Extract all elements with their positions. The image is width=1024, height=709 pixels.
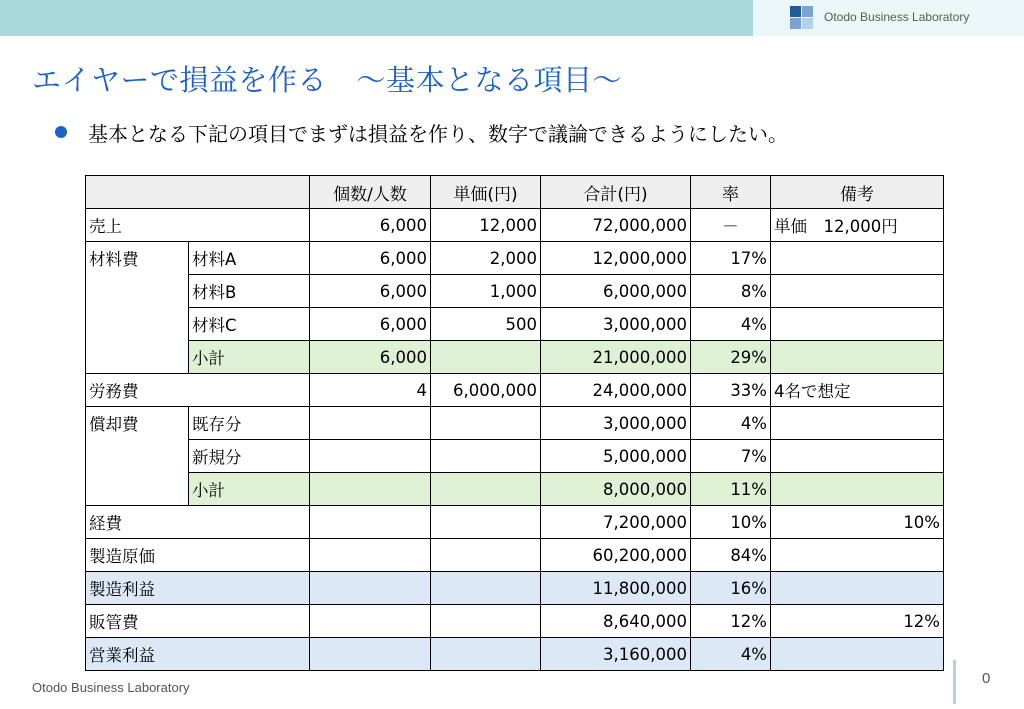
cell-qty	[310, 440, 431, 473]
cell-note	[771, 638, 944, 671]
cell-total: 60,200,000	[541, 539, 691, 572]
table-row	[86, 308, 944, 341]
cell-price	[431, 407, 541, 440]
cell-price: 500	[431, 308, 541, 341]
table-row	[86, 440, 944, 473]
cell-rate: 7%	[691, 440, 771, 473]
cell-qty: 6,000	[310, 209, 431, 242]
table-row	[86, 539, 944, 572]
cell-note	[771, 440, 944, 473]
cell-price	[431, 341, 541, 374]
table-row	[86, 605, 944, 638]
cell-note	[771, 275, 944, 308]
logo-icon	[790, 6, 814, 30]
page-number: 0	[982, 670, 991, 687]
cell-qty	[310, 605, 431, 638]
cell-rate: 16%	[691, 572, 771, 605]
row-subcategory: 新規分	[189, 440, 310, 473]
row-subcategory: 小計	[189, 473, 310, 506]
column-header: 率	[691, 176, 771, 209]
cell-price	[431, 473, 541, 506]
row-subcategory: 材料C	[189, 308, 310, 341]
cell-total: 7,200,000	[541, 506, 691, 539]
cell-total: 3,000,000	[541, 407, 691, 440]
cell-total: 21,000,000	[541, 341, 691, 374]
footer-brand: Otodo Business Laboratory	[32, 680, 190, 695]
cell-note: 12%	[771, 605, 944, 638]
cell-note	[771, 572, 944, 605]
cell-rate: 11%	[691, 473, 771, 506]
table-row	[86, 407, 944, 440]
cell-rate: 8%	[691, 275, 771, 308]
cell-price: 2,000	[431, 242, 541, 275]
cell-note	[771, 473, 944, 506]
cell-qty	[310, 407, 431, 440]
cell-note	[771, 407, 944, 440]
table-row	[86, 242, 944, 275]
row-category: 製造原価	[86, 539, 310, 572]
cell-price	[431, 539, 541, 572]
cell-rate: 84%	[691, 539, 771, 572]
column-header: 合計(円)	[541, 176, 691, 209]
column-header: 備考	[771, 176, 944, 209]
row-category: 償却費	[86, 407, 189, 506]
column-header: 単価(円)	[431, 176, 541, 209]
cell-qty	[310, 473, 431, 506]
header-brand: Otodo Business Laboratory	[824, 10, 970, 24]
cell-note	[771, 539, 944, 572]
row-subcategory: 材料B	[189, 275, 310, 308]
table-row	[86, 341, 944, 374]
header-band	[0, 0, 753, 36]
row-category: 経費	[86, 506, 310, 539]
cell-price: 1,000	[431, 275, 541, 308]
cell-rate: 12%	[691, 605, 771, 638]
cell-rate: 4%	[691, 308, 771, 341]
table-row	[86, 275, 944, 308]
row-category: 材料費	[86, 242, 189, 374]
column-header: 個数/人数	[310, 176, 431, 209]
row-category: 販管費	[86, 605, 310, 638]
row-category: 労務費	[86, 374, 310, 407]
cell-price	[431, 572, 541, 605]
table-row	[86, 209, 944, 242]
cell-rate: 29%	[691, 341, 771, 374]
table-row	[86, 473, 944, 506]
cell-qty	[310, 539, 431, 572]
cell-note: 単価 12,000円	[771, 209, 944, 242]
table-header-row	[86, 176, 944, 209]
cell-qty	[310, 506, 431, 539]
row-category: 売上	[86, 209, 310, 242]
cell-note	[771, 242, 944, 275]
cell-total: 8,640,000	[541, 605, 691, 638]
cell-rate: 4%	[691, 407, 771, 440]
profit-loss-table	[85, 175, 944, 671]
cell-total: 8,000,000	[541, 473, 691, 506]
row-category: 営業利益	[86, 638, 310, 671]
cell-rate: 17%	[691, 242, 771, 275]
cell-price	[431, 440, 541, 473]
row-subcategory: 小計	[189, 341, 310, 374]
cell-price: 6,000,000	[431, 374, 541, 407]
cell-qty: 6,000	[310, 308, 431, 341]
cell-price: 12,000	[431, 209, 541, 242]
cell-qty: 6,000	[310, 242, 431, 275]
cell-qty: 6,000	[310, 275, 431, 308]
cell-total: 11,800,000	[541, 572, 691, 605]
cell-rate: 10%	[691, 506, 771, 539]
table-row	[86, 374, 944, 407]
cell-qty	[310, 638, 431, 671]
cell-total: 3,160,000	[541, 638, 691, 671]
row-subcategory: 既存分	[189, 407, 310, 440]
table-row	[86, 506, 944, 539]
table-row	[86, 572, 944, 605]
cell-price	[431, 506, 541, 539]
cell-total: 24,000,000	[541, 374, 691, 407]
cell-qty: 4	[310, 374, 431, 407]
cell-total: 12,000,000	[541, 242, 691, 275]
row-subcategory: 材料A	[189, 242, 310, 275]
cell-note	[771, 341, 944, 374]
cell-total: 6,000,000	[541, 275, 691, 308]
cell-price	[431, 638, 541, 671]
cell-note: 10%	[771, 506, 944, 539]
cell-qty: 6,000	[310, 341, 431, 374]
cell-rate: 33%	[691, 374, 771, 407]
cell-rate: 4%	[691, 638, 771, 671]
cell-total: 72,000,000	[541, 209, 691, 242]
table-row	[86, 638, 944, 671]
bullet-text: 基本となる下記の項目でまずは損益を作り、数字で議論できるようにしたい。	[88, 122, 788, 146]
cell-total: 5,000,000	[541, 440, 691, 473]
page-divider	[953, 660, 956, 704]
cell-price	[431, 605, 541, 638]
cell-rate: －	[691, 209, 771, 242]
cell-qty	[310, 572, 431, 605]
cell-total: 3,000,000	[541, 308, 691, 341]
cell-note: 4名で想定	[771, 374, 944, 407]
header-blank-cell	[86, 176, 310, 209]
bullet-icon	[55, 126, 67, 138]
cell-note	[771, 308, 944, 341]
slide-title: エイヤーで損益を作る ～基本となる項目～	[32, 63, 623, 97]
row-category: 製造利益	[86, 572, 310, 605]
